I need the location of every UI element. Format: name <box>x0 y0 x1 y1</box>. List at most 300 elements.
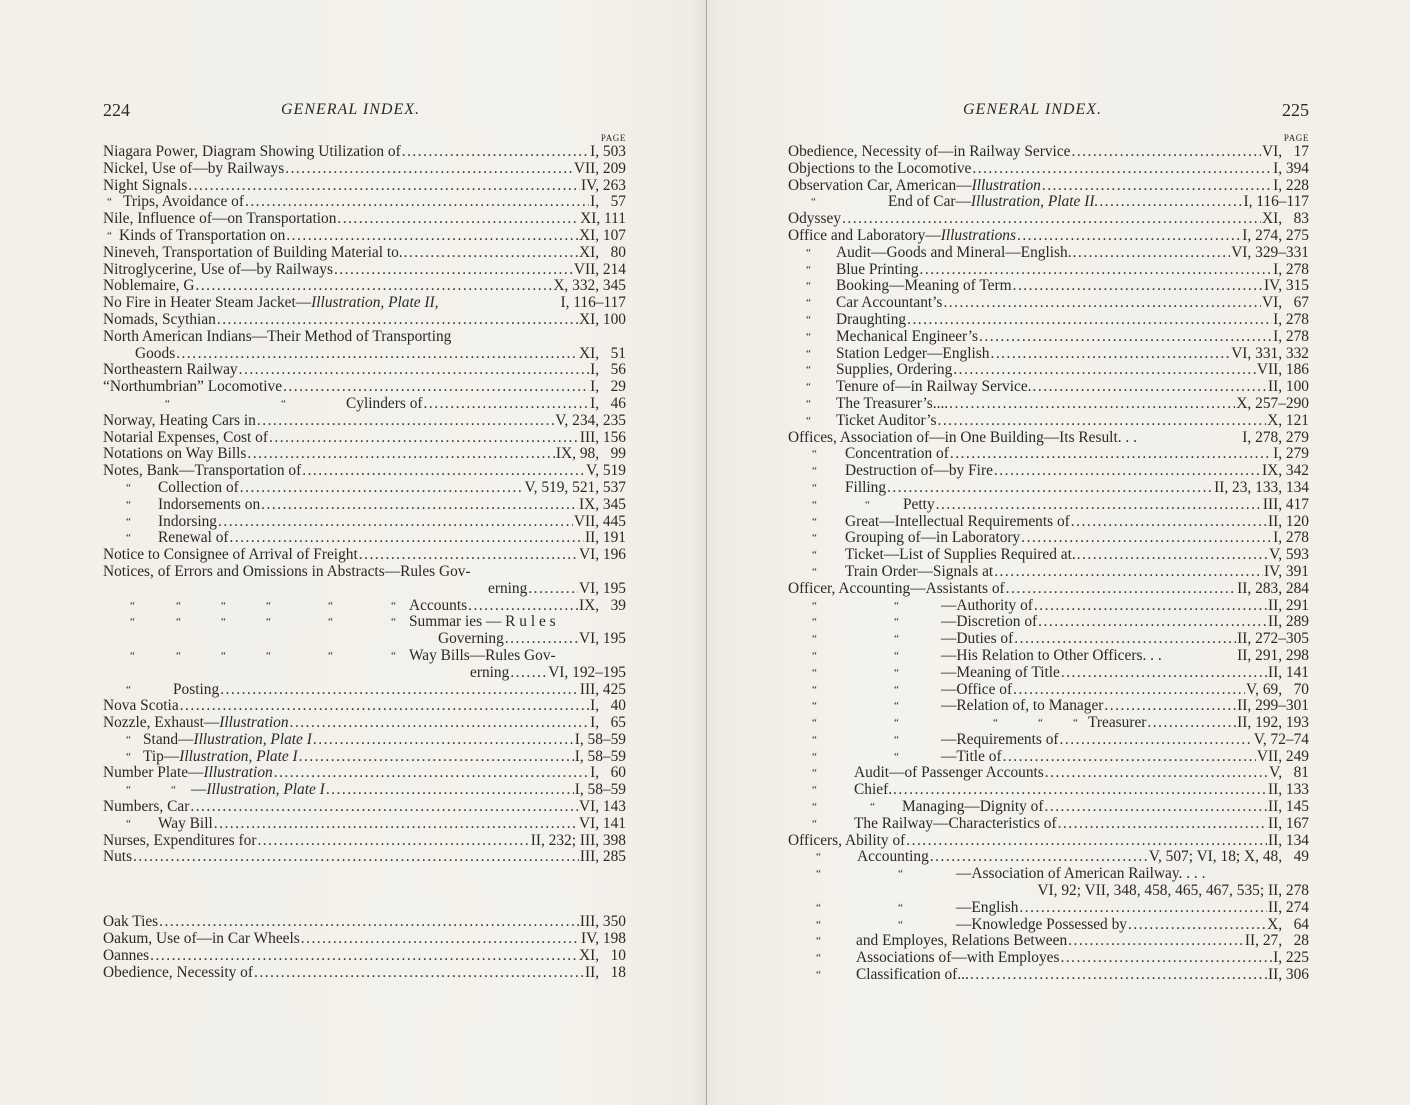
index-entry <box>788 228 1309 245</box>
entry-heading: North American Indians—Their Method of Transporting <box>103 327 452 345</box>
volume-page-ref: I, 278 <box>1273 310 1309 328</box>
index-entry <box>103 463 626 480</box>
ditto-mark: “ <box>812 683 817 696</box>
dot-leader <box>949 396 1235 413</box>
index-entry <box>103 682 626 699</box>
ditto-mark: “ <box>221 616 226 629</box>
ditto-mark: “ <box>266 616 271 629</box>
dot-leader <box>195 278 552 295</box>
index-entry <box>103 547 626 564</box>
entry-heading: erning <box>488 579 528 597</box>
entry-heading: Notices, of Errors and Omissions in Abstracts—Rules Gov- <box>103 562 471 580</box>
ditto-mark: “ <box>894 599 899 612</box>
entry-heading: Great—Intellectual Requirements of <box>845 512 1070 530</box>
ditto-mark: “ <box>806 297 811 310</box>
ditto-mark: “ <box>266 649 271 662</box>
ditto-mark: “ <box>1073 717 1078 730</box>
ditto-mark: “ <box>812 465 817 478</box>
dot-leader <box>906 833 1267 850</box>
volume-page-ref: VI, 143 <box>578 798 626 816</box>
dot-leader <box>1034 598 1267 615</box>
volume-page-ref: III, 425 <box>579 680 626 698</box>
dot-leader <box>285 161 573 178</box>
ditto-mark: “ <box>130 649 135 662</box>
ditto-mark: “ <box>130 616 135 629</box>
ditto-mark: “ <box>812 666 817 679</box>
entry-heading: and Employes, Relations Between <box>856 932 1068 950</box>
volume-page-ref: II, 18 <box>584 963 626 981</box>
ditto-mark: “ <box>812 750 817 763</box>
entry-heading: Way Bill <box>158 814 213 832</box>
dot-leader <box>887 480 1213 497</box>
entry-heading: Nineveh, Transportation of Building Material to. <box>103 243 403 261</box>
dot-leader <box>1058 816 1267 833</box>
volume-page-ref: X, 332, 345 <box>553 277 626 295</box>
dot-leader <box>1013 278 1263 295</box>
entry-heading: erning <box>470 663 510 681</box>
index-entries-o <box>788 144 1309 984</box>
ditto-mark: “ <box>812 784 817 797</box>
index-entry <box>788 799 1309 816</box>
index-entry <box>788 883 1309 900</box>
dot-leader <box>990 346 1230 363</box>
entry-heading: Station Ledger—English <box>836 344 990 362</box>
ditto-mark: “ <box>816 918 821 931</box>
entry-heading: —Authority of <box>941 596 1033 614</box>
dot-leader <box>1033 379 1267 396</box>
dot-leader <box>1071 514 1267 531</box>
ditto-mark: “ <box>806 414 811 427</box>
ditto-mark: “ <box>812 448 817 461</box>
dot-leader <box>1128 917 1266 934</box>
index-entry <box>103 346 626 363</box>
entry-heading: —Meaning of Title <box>941 663 1060 681</box>
ditto-mark: “ <box>281 397 286 410</box>
entry-heading: —His Relation to Other Officers. . . <box>941 646 1162 664</box>
volume-page-ref: II, 141 <box>1267 663 1309 681</box>
volume-page-ref: III, 350 <box>579 913 626 931</box>
index-entry <box>103 430 626 447</box>
index-entry <box>788 161 1309 178</box>
index-entry <box>788 900 1309 917</box>
ditto-mark: “ <box>894 700 899 713</box>
volume-page-ref: II, 120 <box>1267 512 1309 530</box>
entry-heading: Northeastern Railway <box>103 361 238 379</box>
ditto-mark: “ <box>812 649 817 662</box>
ditto-mark: “ <box>126 817 131 830</box>
index-entry <box>788 514 1309 531</box>
volume-page-ref: VI, 92; VII, 348, 458, 465, 467, 535; II, 278 <box>1037 882 1309 900</box>
entry-heading: Office and Laboratory—Illustrations <box>788 226 1016 244</box>
ditto-mark: “ <box>176 616 181 629</box>
volume-page-ref: IV, 198 <box>580 930 626 948</box>
ditto-mark: “ <box>165 397 170 410</box>
dot-leader <box>302 463 585 480</box>
dot-leader <box>953 362 1256 379</box>
entry-heading: Booking—Meaning of Term <box>836 277 1012 295</box>
dot-leader <box>190 799 578 816</box>
volume-page-ref: II, 291 <box>1267 596 1309 614</box>
volume-page-ref: IX, 342 <box>1261 462 1309 480</box>
running-head-title: GENERAL INDEX. <box>963 101 1103 118</box>
entry-heading: Nozzle, Exhaust—Illustration <box>103 714 289 732</box>
volume-page-ref: V, 507; VI, 18; X, 48, 49 <box>1148 848 1309 866</box>
ditto-mark: “ <box>812 717 817 730</box>
volume-page-ref: XI, 111 <box>580 210 626 228</box>
dot-leader <box>217 312 578 329</box>
volume-page-ref: XI, 100 <box>578 310 626 328</box>
dot-leader <box>283 379 589 396</box>
volume-page-ref: I, 40 <box>590 697 626 715</box>
index-entry <box>788 648 1309 665</box>
ditto-mark: “ <box>806 347 811 360</box>
entry-heading: Ticket Auditor’s <box>836 411 937 429</box>
dot-leader <box>937 413 1266 430</box>
ditto-mark: “ <box>126 784 131 797</box>
dot-leader <box>150 948 578 965</box>
dot-leader <box>1042 178 1272 195</box>
entry-heading: Blue Printing <box>836 260 919 278</box>
volume-page-ref: I, 58–59 <box>574 781 626 799</box>
dot-leader <box>1045 799 1267 816</box>
dot-leader <box>180 698 589 715</box>
ditto-mark: “ <box>812 733 817 746</box>
index-entry <box>788 144 1309 161</box>
index-entry <box>788 547 1309 564</box>
entry-heading: Governing <box>438 630 504 648</box>
entry-heading: The Treasurer’s.... <box>836 394 949 412</box>
volume-page-ref: I, 57 <box>590 193 626 211</box>
entry-heading: Cylinders of <box>346 394 423 412</box>
index-entry <box>103 295 626 312</box>
dot-leader <box>972 161 1272 178</box>
volume-page-ref: II, 23, 133, 134 <box>1214 478 1309 496</box>
volume-page-ref: XI, 107 <box>578 226 626 244</box>
index-entry <box>103 816 626 833</box>
dot-leader <box>1099 194 1242 211</box>
index-entry <box>103 413 626 430</box>
index-entry <box>103 211 626 228</box>
ditto-mark: “ <box>391 616 396 629</box>
volume-page-ref: III, 156 <box>579 428 626 446</box>
index-entry <box>103 262 626 279</box>
entry-heading: Car Accountant’s <box>836 294 943 312</box>
entry-heading: Obedience, Necessity of <box>103 963 253 981</box>
ditto-mark: “ <box>221 649 226 662</box>
dot-leader <box>1068 933 1244 950</box>
dot-leader <box>468 598 578 615</box>
dot-leader <box>510 665 547 682</box>
dot-leader <box>950 446 1272 463</box>
ditto-mark: “ <box>126 532 131 545</box>
index-entry <box>103 631 626 648</box>
dot-leader <box>424 396 590 413</box>
entry-heading: Destruction of—by Fire <box>845 462 993 480</box>
index-entry <box>103 446 626 463</box>
volume-page-ref: I, 278 <box>1273 529 1309 547</box>
index-entry <box>788 933 1309 950</box>
entry-heading: Train Order—Signals at <box>845 562 994 580</box>
ditto-mark: “ <box>898 868 903 881</box>
index-entry <box>103 362 626 379</box>
ditto-mark: “ <box>993 717 998 730</box>
index-entry <box>103 799 626 816</box>
volume-page-ref: IV, 315 <box>1263 277 1309 295</box>
index-entry <box>788 530 1309 547</box>
volume-page-ref: I, 60 <box>590 764 626 782</box>
volume-page-ref: I, 503 <box>590 143 626 160</box>
index-entry <box>788 346 1309 363</box>
dot-leader <box>245 194 589 211</box>
entry-heading: Collection of <box>158 478 239 496</box>
index-entry <box>103 914 626 931</box>
dot-leader <box>1019 900 1267 917</box>
entry-heading: Treasurer <box>1088 714 1147 732</box>
entry-heading: Concentration of <box>845 445 949 463</box>
entry-heading: Oakum, Use of—in Car Wheels <box>103 930 300 948</box>
index-entry <box>103 765 626 782</box>
entry-heading: Petty <box>903 495 935 513</box>
volume-page-ref: VII, 249 <box>1256 747 1309 765</box>
volume-page-ref: VI, 331, 332 <box>1231 344 1309 362</box>
index-entry <box>788 765 1309 782</box>
index-entry <box>788 446 1309 463</box>
volume-page-ref: I, 65 <box>590 714 626 732</box>
dot-leader <box>1072 144 1261 161</box>
dot-leader <box>505 631 578 648</box>
ditto-mark: “ <box>894 616 899 629</box>
index-entry <box>788 379 1309 396</box>
index-entry <box>103 614 626 631</box>
entry-heading: Classification of... <box>856 966 969 984</box>
entry-heading: Associations of—with Employes <box>856 949 1060 967</box>
ditto-mark: “ <box>1038 717 1043 730</box>
volume-page-ref: II, 289 <box>1267 613 1309 631</box>
volume-page-ref: VI, 195 <box>578 630 626 648</box>
dot-leader <box>313 732 574 749</box>
dot-leader <box>133 849 579 866</box>
dot-leader <box>1104 698 1236 715</box>
entry-heading: —Office of <box>941 680 1013 698</box>
index-entry <box>788 950 1309 967</box>
entry-heading: “Northumbrian” Locomotive <box>103 378 283 396</box>
ditto-mark: “ <box>130 599 135 612</box>
entry-heading: —Duties of <box>941 630 1014 648</box>
index-entry <box>103 665 626 682</box>
dot-leader <box>286 228 578 245</box>
volume-page-ref: II, 134 <box>1267 831 1309 849</box>
volume-page-ref: II, 291, 298 <box>1237 646 1309 664</box>
ditto-mark: “ <box>328 649 333 662</box>
entry-heading: Accounting <box>857 848 929 866</box>
running-head <box>788 100 1309 124</box>
ditto-mark: “ <box>806 263 811 276</box>
entry-heading: —Relation of, to Manager <box>941 697 1104 715</box>
volume-page-ref: II, 306 <box>1267 966 1309 984</box>
volume-page-ref: II, 167 <box>1267 814 1309 832</box>
ditto-mark: “ <box>816 868 821 881</box>
index-entry <box>788 967 1309 984</box>
index-entry <box>788 849 1309 866</box>
entry-heading: Odyssey <box>788 210 842 228</box>
ditto-mark: “ <box>894 717 899 730</box>
entry-heading: Obedience, Necessity of—in Railway Service <box>788 143 1071 160</box>
entry-heading: —English <box>956 898 1019 916</box>
dot-leader <box>274 765 589 782</box>
entry-heading: Objections to the Locomotive <box>788 159 972 177</box>
volume-page-ref: V, 519 <box>586 462 626 480</box>
ditto-mark: “ <box>806 381 811 394</box>
entry-heading: Mechanical Engineer’s <box>836 327 979 345</box>
entry-heading: Offices, Association of—in One Building—Its Result. . . <box>788 428 1137 446</box>
index-entry <box>788 362 1309 379</box>
index-entry <box>103 598 626 615</box>
entry-heading: Indorsing <box>158 512 217 530</box>
ditto-mark: “ <box>812 616 817 629</box>
ditto-mark: “ <box>126 515 131 528</box>
volume-page-ref: IX, 39 <box>578 596 626 614</box>
dot-leader <box>1006 581 1237 598</box>
index-entry <box>103 698 626 715</box>
index-entries-n <box>103 144 626 981</box>
volume-page-ref: I, 274, 275 <box>1242 226 1309 244</box>
volume-page-ref: V, 69, 70 <box>1246 680 1309 698</box>
index-entry <box>788 665 1309 682</box>
index-entry <box>788 312 1309 329</box>
entry-heading: Niagara Power, Diagram Showing Utilization of <box>103 143 401 160</box>
index-entry <box>788 698 1309 715</box>
index-entry <box>103 581 626 598</box>
volume-page-ref: I, 225 <box>1273 949 1309 967</box>
volume-page-ref: II, 27, 28 <box>1244 932 1309 950</box>
ditto-mark: “ <box>266 599 271 612</box>
entry-heading: Chief. <box>854 781 893 799</box>
index-entry <box>788 782 1309 799</box>
entry-heading: Nile, Influence of—on Transportation <box>103 210 337 228</box>
ditto-mark: “ <box>812 532 817 545</box>
ditto-mark: “ <box>806 330 811 343</box>
index-entry <box>788 816 1309 833</box>
letter-section-break <box>103 866 626 914</box>
entry-heading: Numbers, Car <box>103 798 190 816</box>
entry-heading: Grouping of—in Laboratory <box>845 529 1021 547</box>
entry-heading: Nomads, Scythian <box>103 310 216 328</box>
entry-heading: Supplies, Ordering <box>836 361 953 379</box>
left-page <box>103 0 626 1105</box>
volume-page-ref: II, 100 <box>1267 378 1309 396</box>
ditto-mark: “ <box>865 498 870 511</box>
index-entry <box>788 732 1309 749</box>
dot-leader <box>1061 665 1267 682</box>
index-entry <box>788 917 1309 934</box>
entry-heading: Renewal of <box>158 529 229 547</box>
volume-page-ref: IV, 263 <box>580 176 626 194</box>
dot-leader <box>159 914 579 931</box>
volume-page-ref: I, 58–59 <box>574 730 626 748</box>
dot-leader <box>290 715 590 732</box>
ditto-mark: “ <box>107 229 112 242</box>
dot-leader <box>930 849 1148 866</box>
entry-heading: Oak Ties <box>103 913 159 931</box>
volume-page-ref: XI, 10 <box>578 946 626 964</box>
volume-page-ref: VI, 196 <box>578 546 626 564</box>
ditto-mark: “ <box>812 633 817 646</box>
index-entry <box>788 211 1309 228</box>
entry-heading: Goods <box>135 344 176 362</box>
volume-page-ref: V, 72–74 <box>1253 730 1309 748</box>
dot-leader <box>218 514 573 531</box>
entry-heading: Audit—Goods and Mineral—English. <box>836 243 1072 261</box>
entry-heading: Ticket—List of Supplies Required at. <box>845 546 1076 564</box>
index-entry <box>788 682 1309 699</box>
running-head <box>103 100 626 124</box>
entry-heading: Observation Car, American—Illustration <box>788 176 1041 194</box>
dot-leader <box>907 312 1272 329</box>
entry-heading: Nuts <box>103 848 133 866</box>
dot-leader <box>1017 228 1241 245</box>
index-entry <box>103 530 626 547</box>
ditto-mark: “ <box>328 616 333 629</box>
index-entry <box>103 480 626 497</box>
dot-leader <box>1003 749 1256 766</box>
index-entry <box>103 144 626 161</box>
volume-page-ref: I, 29 <box>590 378 626 396</box>
dot-leader <box>214 816 578 833</box>
index-entry <box>103 648 626 665</box>
page-column-label: PAGE <box>600 133 626 143</box>
index-entry <box>103 379 626 396</box>
entry-heading: The Railway—Characteristics of <box>854 814 1057 832</box>
volume-page-ref: II, 133 <box>1267 781 1309 799</box>
entry-heading: Stand—Illustration, Plate I <box>143 730 312 748</box>
ditto-mark: “ <box>812 549 817 562</box>
entry-heading: —Association of American Railway. . . . <box>956 865 1206 883</box>
volume-page-ref: V, 81 <box>1269 764 1309 782</box>
ditto-mark: “ <box>126 683 131 696</box>
index-entry <box>788 329 1309 346</box>
ditto-mark: “ <box>898 901 903 914</box>
book-gutter <box>706 0 707 1105</box>
dot-leader <box>994 463 1261 480</box>
dot-leader <box>893 782 1267 799</box>
page-column-label: PAGE <box>1283 133 1309 143</box>
index-entry <box>788 631 1309 648</box>
volume-page-ref: VI, 141 <box>578 814 626 832</box>
volume-page-ref: VII, 214 <box>573 260 626 278</box>
index-entry <box>788 749 1309 766</box>
ditto-mark: “ <box>391 649 396 662</box>
entry-heading: Nitroglycerine, Use of—by Railways <box>103 260 333 278</box>
ditto-mark: “ <box>806 364 811 377</box>
index-entry <box>788 194 1309 211</box>
entry-heading: No Fire in Heater Steam Jacket—Illustration, Plate II, <box>103 294 439 312</box>
right-page <box>788 0 1309 1105</box>
volume-page-ref: XI, 83 <box>1261 210 1309 228</box>
index-entry <box>788 480 1309 497</box>
entry-heading: Tip—Illustration, Plate I <box>143 747 298 765</box>
entry-heading: —Discretion of <box>941 613 1038 631</box>
index-entry <box>788 833 1309 850</box>
ditto-mark: “ <box>328 599 333 612</box>
ditto-mark: “ <box>806 313 811 326</box>
entry-heading: Way Bills—Rules Gov- <box>409 646 556 664</box>
dot-leader <box>994 564 1263 581</box>
entry-heading: Oannes <box>103 946 150 964</box>
dot-leader <box>404 245 578 262</box>
volume-page-ref: VI, 67 <box>1261 294 1309 312</box>
volume-page-ref: XI, 51 <box>578 344 626 362</box>
index-entry <box>103 329 626 346</box>
